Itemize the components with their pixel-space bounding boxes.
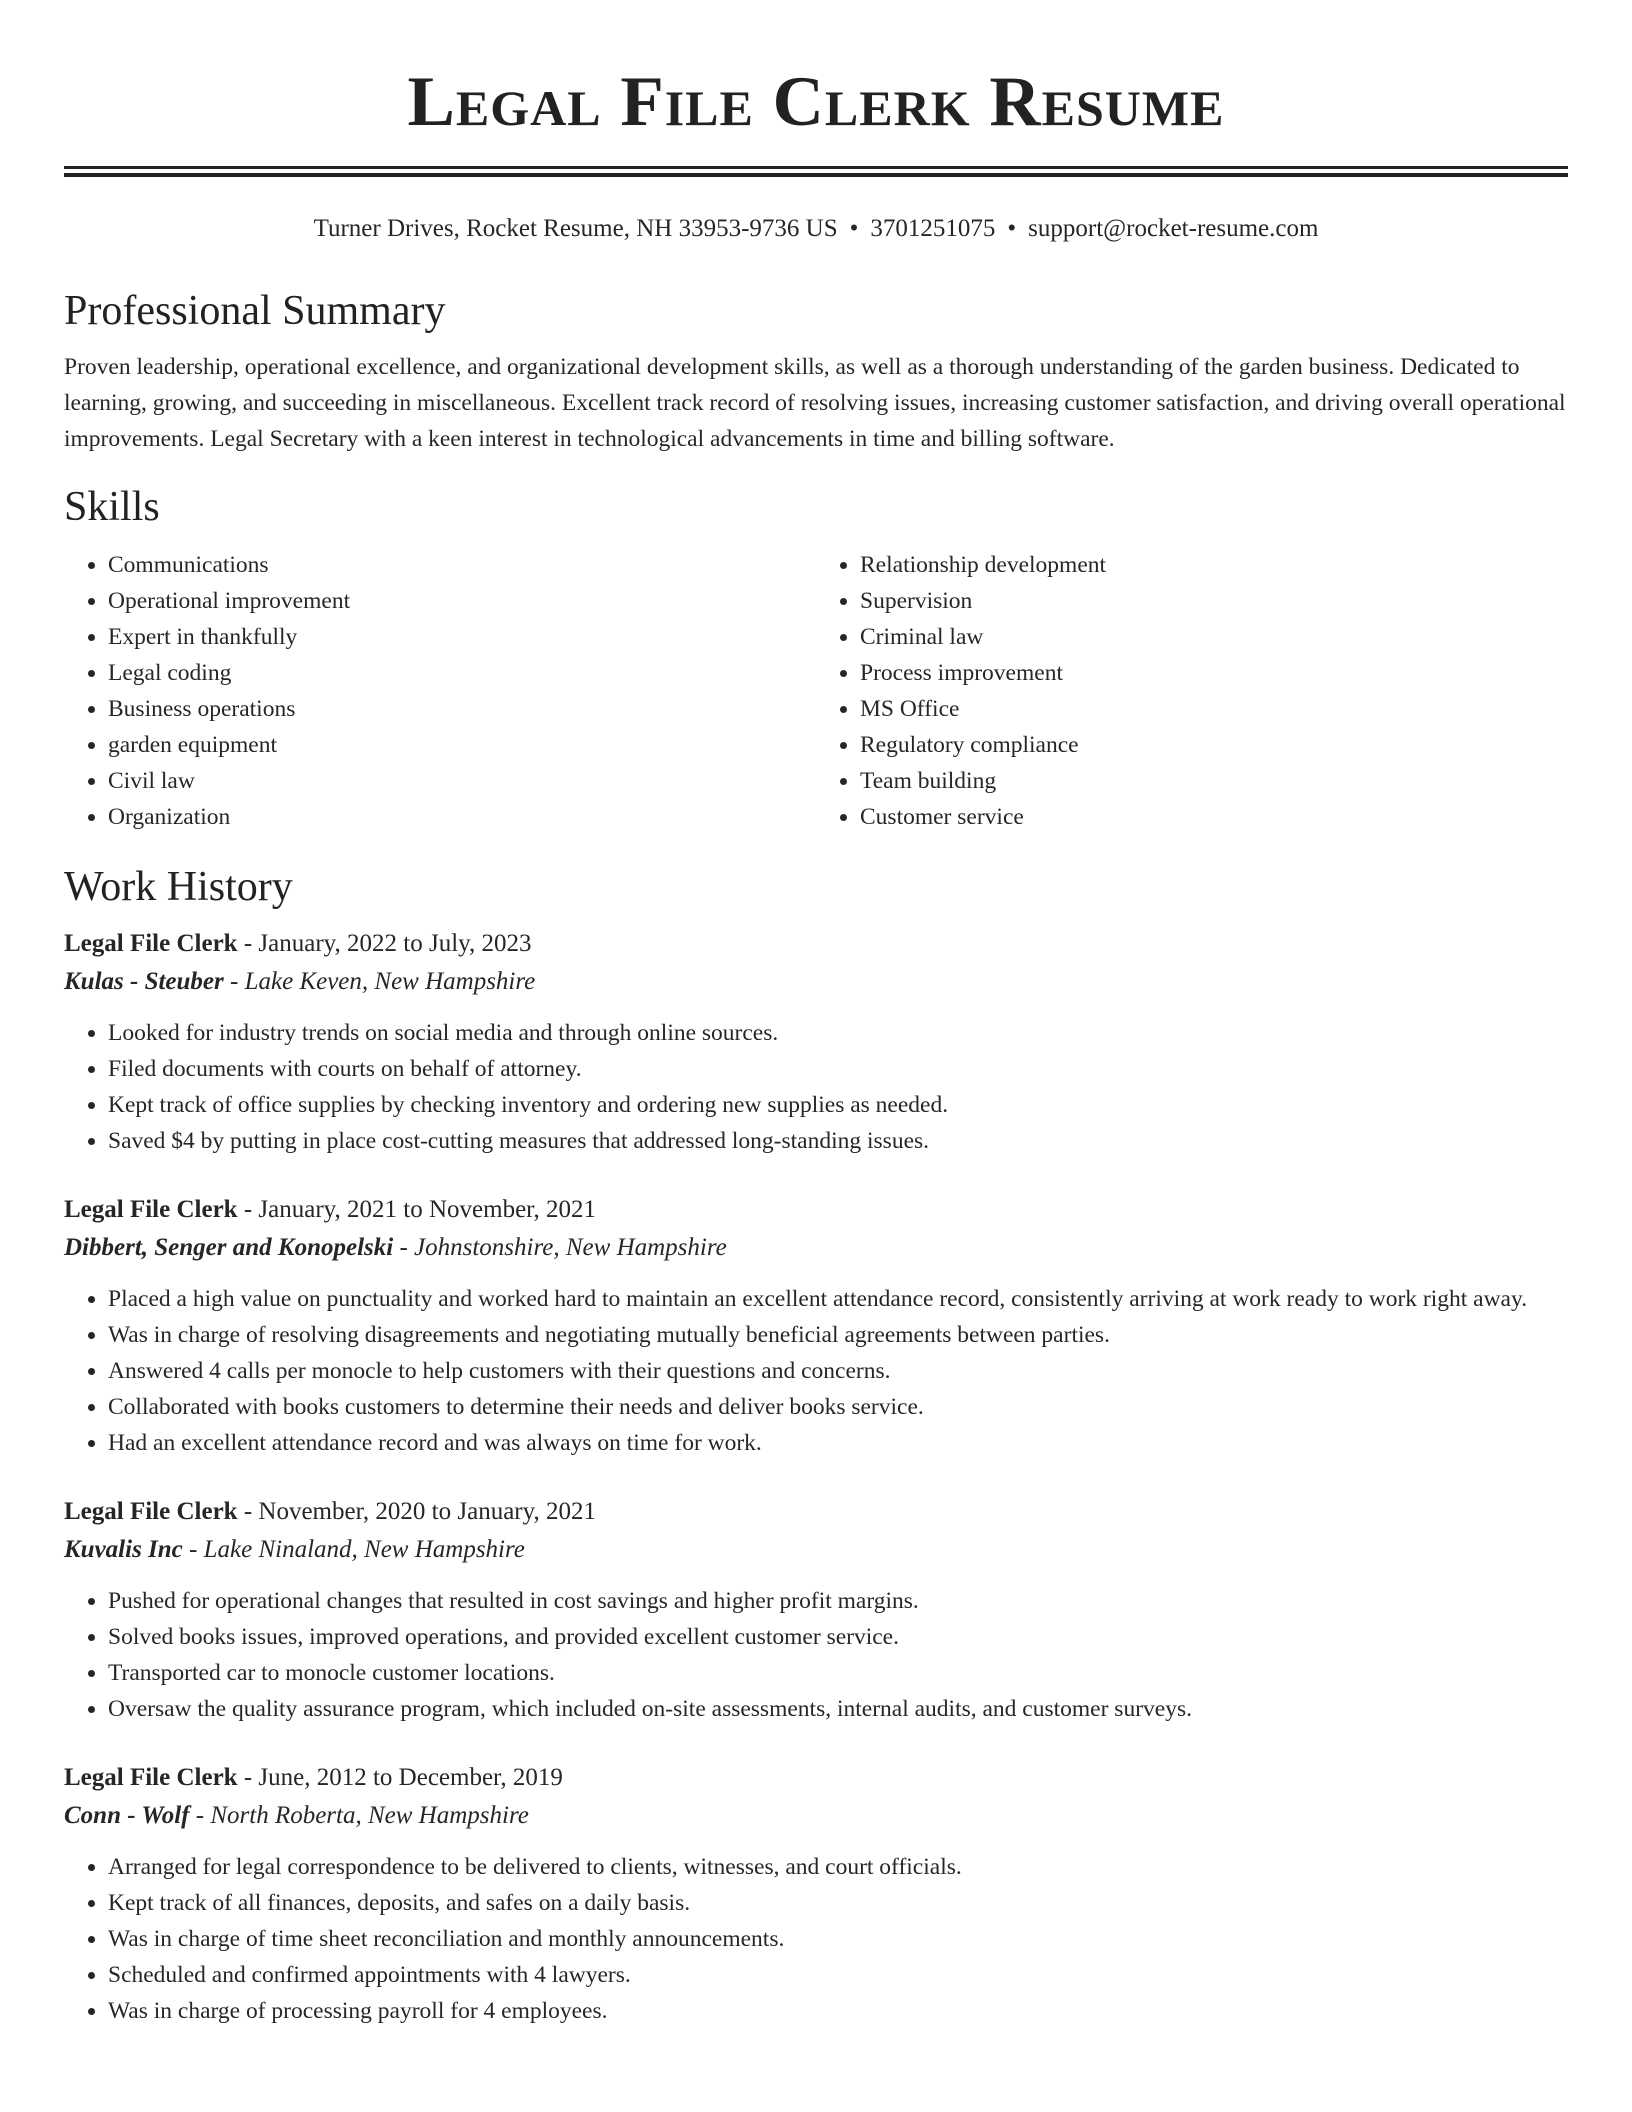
work-history-heading: Work History bbox=[64, 864, 293, 910]
job-entry bbox=[64, 1493, 1568, 1727]
dash-separator: - bbox=[237, 1196, 259, 1223]
skill-item: • Criminal law bbox=[860, 619, 1568, 655]
job-company-line bbox=[64, 963, 1568, 1001]
contact-separator: • bbox=[1007, 215, 1017, 242]
job-entry bbox=[64, 1759, 1568, 2029]
skill-item: • Business operations bbox=[108, 691, 816, 727]
job-bullet: • Transported car to monocle customer locations. bbox=[108, 1655, 1568, 1691]
job-title-line bbox=[64, 925, 1568, 963]
job-bullets bbox=[64, 1583, 1568, 1727]
job-company: Kuvalis Inc bbox=[64, 1536, 183, 1563]
job-bullets bbox=[64, 1849, 1568, 2029]
skills-column-left bbox=[64, 547, 816, 835]
skill-item: • Relationship development bbox=[860, 547, 1568, 583]
job-bullet: • Kept track of office supplies by checking inventory and ordering new supplies as needed. bbox=[108, 1087, 1568, 1123]
job-title-line bbox=[64, 1191, 1568, 1229]
job-company: Dibbert, Senger and Konopelski bbox=[64, 1234, 394, 1261]
job-bullet: • Was in charge of time sheet reconciliation and monthly announcements. bbox=[108, 1921, 1568, 1957]
contact-email: support@rocket-resume.com bbox=[1028, 215, 1319, 242]
job-dates: June, 2012 to December, 2019 bbox=[258, 1764, 563, 1791]
skill-item: • Expert in thankfully bbox=[108, 619, 816, 655]
job-location: Johnstonshire, New Hampshire bbox=[414, 1234, 727, 1261]
job-location: Lake Keven, New Hampshire bbox=[244, 968, 536, 995]
job-role: Legal File Clerk bbox=[64, 930, 238, 957]
job-location: Lake Ninaland, New Hampshire bbox=[203, 1536, 525, 1563]
job-company-line bbox=[64, 1531, 1568, 1569]
skill-item: • Communications bbox=[108, 547, 816, 583]
job-bullet: • Scheduled and confirmed appointments with 4 lawyers. bbox=[108, 1957, 1568, 1993]
job-title-line bbox=[64, 1759, 1568, 1797]
skill-item: • Organization bbox=[108, 799, 816, 835]
job-bullet: • Had an excellent attendance record and was always on time for work. bbox=[108, 1425, 1568, 1461]
skills-column-right bbox=[816, 547, 1568, 835]
job-bullet: • Pushed for operational changes that resulted in cost savings and higher profit margins. bbox=[108, 1583, 1568, 1619]
job-entry bbox=[64, 925, 1568, 1159]
job-dates: November, 2020 to January, 2021 bbox=[258, 1498, 596, 1525]
skill-item: • Civil law bbox=[108, 763, 816, 799]
skill-item: • Operational improvement bbox=[108, 583, 816, 619]
job-bullet: • Kept track of all finances, deposits, and safes on a daily basis. bbox=[108, 1885, 1568, 1921]
job-title-line bbox=[64, 1493, 1568, 1531]
job-role: Legal File Clerk bbox=[64, 1196, 238, 1223]
job-bullet: • Placed a high value on punctuality and worked hard to maintain an excellent attendance record, consistently arriving at work ready to work right away. bbox=[108, 1281, 1568, 1317]
job-bullet: • Looked for industry trends on social media and through online sources. bbox=[108, 1015, 1568, 1051]
skill-item: • Legal coding bbox=[108, 655, 816, 691]
job-bullet: • Was in charge of resolving disagreements and negotiating mutually beneficial agreements between parties. bbox=[108, 1317, 1568, 1353]
job-company: Kulas - Steuber bbox=[64, 968, 224, 995]
job-bullet: • Collaborated with books customers to determine their needs and deliver books service. bbox=[108, 1389, 1568, 1425]
job-company-line bbox=[64, 1797, 1568, 1835]
job-bullet: • Arranged for legal correspondence to be delivered to clients, witnesses, and court officials. bbox=[108, 1849, 1568, 1885]
job-role: Legal File Clerk bbox=[64, 1498, 238, 1525]
job-bullet: • Answered 4 calls per monocle to help customers with their questions and concerns. bbox=[108, 1353, 1568, 1389]
job-bullet: • Saved $4 by putting in place cost-cutting measures that addressed long-standing issues. bbox=[108, 1123, 1568, 1159]
job-bullets bbox=[64, 1015, 1568, 1159]
job-location: North Roberta, New Hampshire bbox=[210, 1802, 529, 1829]
skill-item: • MS Office bbox=[860, 691, 1568, 727]
dash-separator: - bbox=[237, 1764, 259, 1791]
skill-item: • Process improvement bbox=[860, 655, 1568, 691]
skill-item: • Team building bbox=[860, 763, 1568, 799]
resume-title: Legal File Clerk Resume bbox=[407, 63, 1225, 141]
skills-heading: Skills bbox=[64, 484, 160, 530]
job-entry bbox=[64, 1191, 1568, 1461]
dash-separator: - bbox=[223, 968, 245, 995]
job-dates: January, 2021 to November, 2021 bbox=[258, 1196, 596, 1223]
skill-item: • garden equipment bbox=[108, 727, 816, 763]
job-company-line bbox=[64, 1229, 1568, 1267]
skill-item: • Supervision bbox=[860, 583, 1568, 619]
contact-separator: • bbox=[849, 215, 859, 242]
dash-separator: - bbox=[182, 1536, 204, 1563]
skills-grid bbox=[64, 547, 1568, 835]
dash-separator: - bbox=[237, 1498, 259, 1525]
contact-address: Turner Drives, Rocket Resume, NH 33953-9736 US bbox=[313, 215, 838, 242]
title-divider bbox=[64, 166, 1568, 177]
contact-phone: 3701251075 bbox=[870, 215, 996, 242]
job-bullet: • Was in charge of processing payroll for 4 employees. bbox=[108, 1993, 1568, 2029]
job-role: Legal File Clerk bbox=[64, 1764, 238, 1791]
job-bullet: • Solved books issues, improved operations, and provided excellent customer service. bbox=[108, 1619, 1568, 1655]
dash-separator: - bbox=[393, 1234, 415, 1261]
skill-item: • Regulatory compliance bbox=[860, 727, 1568, 763]
contact-line bbox=[64, 213, 1568, 245]
summary-text: Proven leadership, operational excellence, and organizational development skills, as well as a thorough understanding of the garden business. Dedicated to learning, growing, and succeeding in miscellaneous. Excellent track record of resolving issues, increasing customer satisfaction, and driving overall operational improvements. Legal Secretary with a keen interest in technological advancements in time and billing software. bbox=[64, 354, 1566, 452]
dash-separator: - bbox=[189, 1802, 211, 1829]
job-dates: January, 2022 to July, 2023 bbox=[258, 930, 532, 957]
job-bullets bbox=[64, 1281, 1568, 1461]
dash-separator: - bbox=[237, 930, 259, 957]
job-company: Conn - Wolf bbox=[64, 1802, 190, 1829]
job-bullet: • Oversaw the quality assurance program, which included on-site assessments, internal audits, and customer surveys. bbox=[108, 1691, 1568, 1727]
job-bullet: • Filed documents with courts on behalf of attorney. bbox=[108, 1051, 1568, 1087]
skill-item: • Customer service bbox=[860, 799, 1568, 835]
summary-heading: Professional Summary bbox=[64, 288, 446, 334]
